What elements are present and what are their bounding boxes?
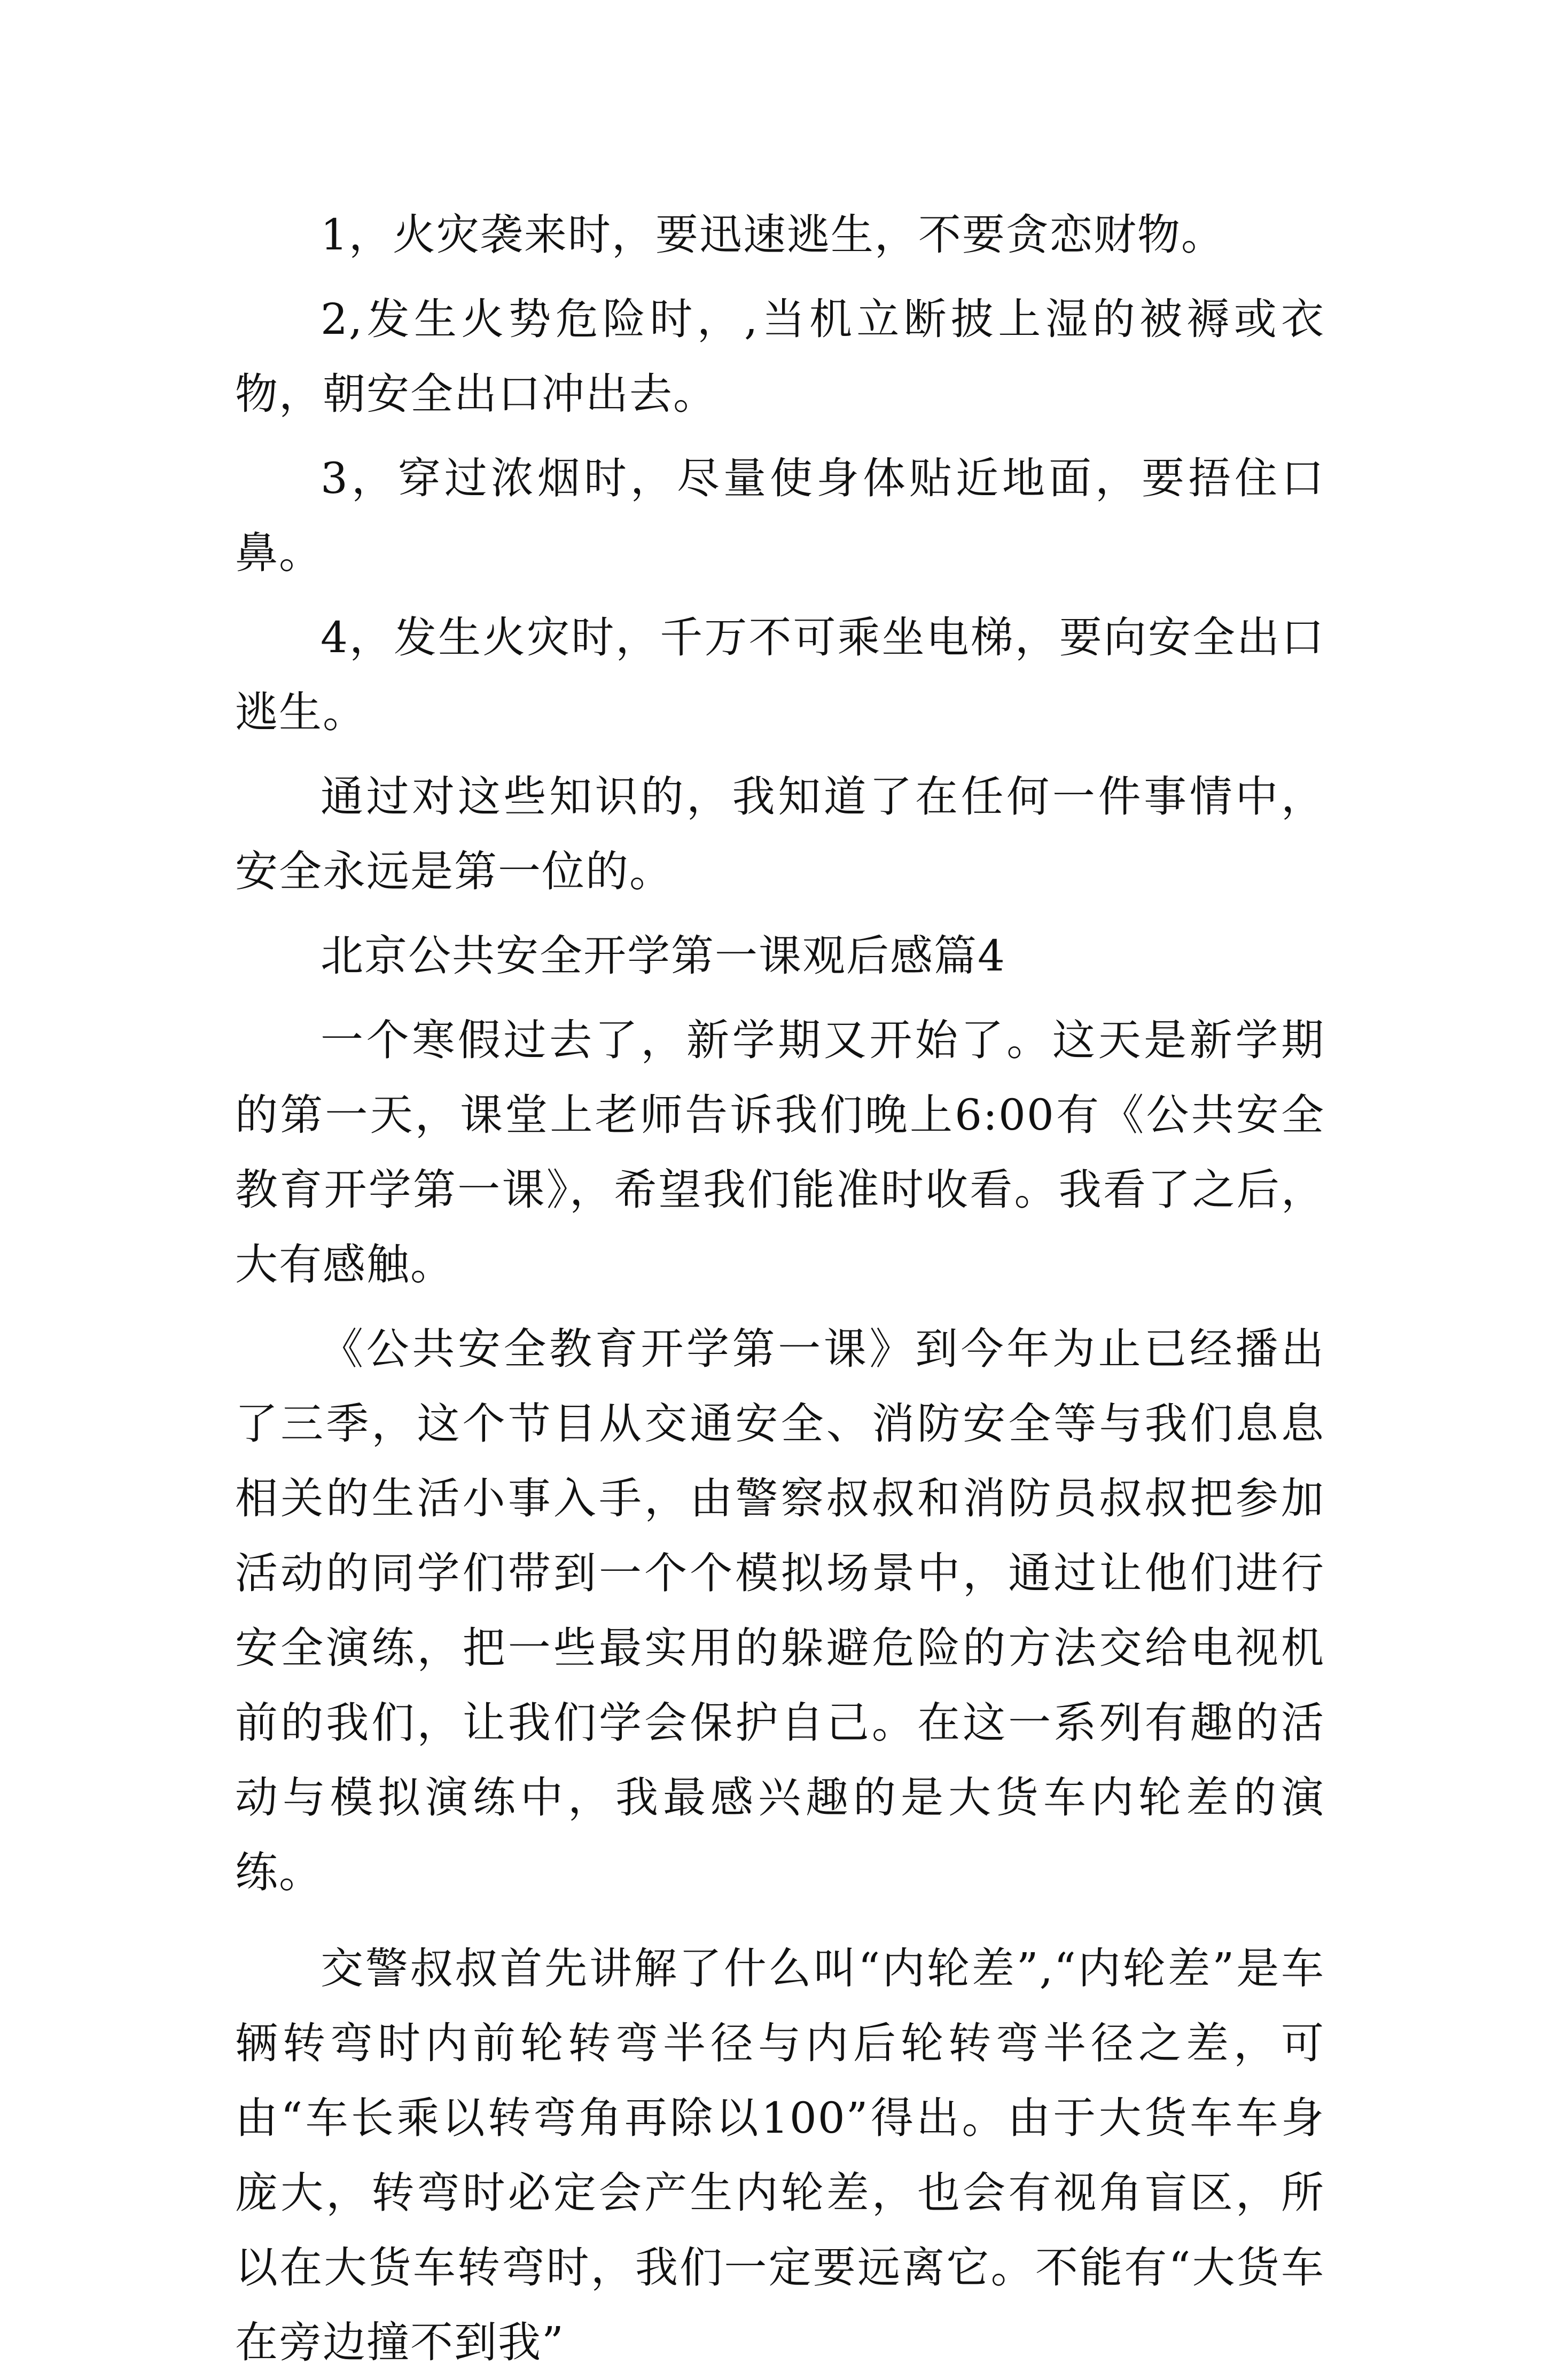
section-heading: 北京公共安全开学第一课观后感篇4 [321, 931, 1006, 981]
paragraph-inner-wheel: 交警叔叔首先讲解了什么叫“内轮差”,“内轮差”是车辆转弯时内前轮转弯半径与内后轮转弯半径之差，可由“车长乘以转弯角再除以100”得出。由于大货车车身庞大，转弯时必定会产生内轮差，也会有视角盲区，所以在大货车转弯时，我们一定要远离它。不能有“大货车在旁边撞不到我” [235, 1944, 1325, 2367]
paragraph-fire-tip-1: 1，火灾袭来时，要迅速逃生，不要贪恋财物。 [321, 210, 1225, 260]
document-body [235, 198, 1325, 2380]
paragraph-fire-tip-2: 2,发生火势危险时，,当机立断披上湿的被褥或衣物，朝安全出口冲出去。 [235, 294, 1325, 419]
paragraph-conclusion: 通过对这些知识的，我知道了在任何一件事情中，安全永远是第一位的。 [235, 772, 1325, 896]
paragraph-program: 《公共安全教育开学第一课》到今年为止已经播出了三季，这个节目从交通安全、消防安全等与我们息息相关的生活小事入手，由警察叔叔和消防员叔叔把参加活动的同学们带到一个个模拟场景中，通过让他们进行安全演练，把一些最实用的躲避危险的方法交给电视机前的我们，让我们学会保护自己。在这一系列有趣的活动与模拟演练中，我最感兴趣的是大货车内轮差的演练。 [235, 1324, 1325, 1897]
paragraph-fire-tip-4: 4，发生火灾时，千万不可乘坐电梯，要向安全出口逃生。 [235, 613, 1325, 737]
paragraph-intro: 一个寒假过去了，新学期又开始了。这天是新学期的第一天，课堂上老师告诉我们晚上6:00有《公共安全教育开学第一课》，希望我们能准时收看。我看了之后，大有感触。 [235, 1015, 1325, 1289]
paragraph-fire-tip-3: 3，穿过浓烟时，尽量使身体贴近地面，要捂住口鼻。 [235, 453, 1325, 578]
